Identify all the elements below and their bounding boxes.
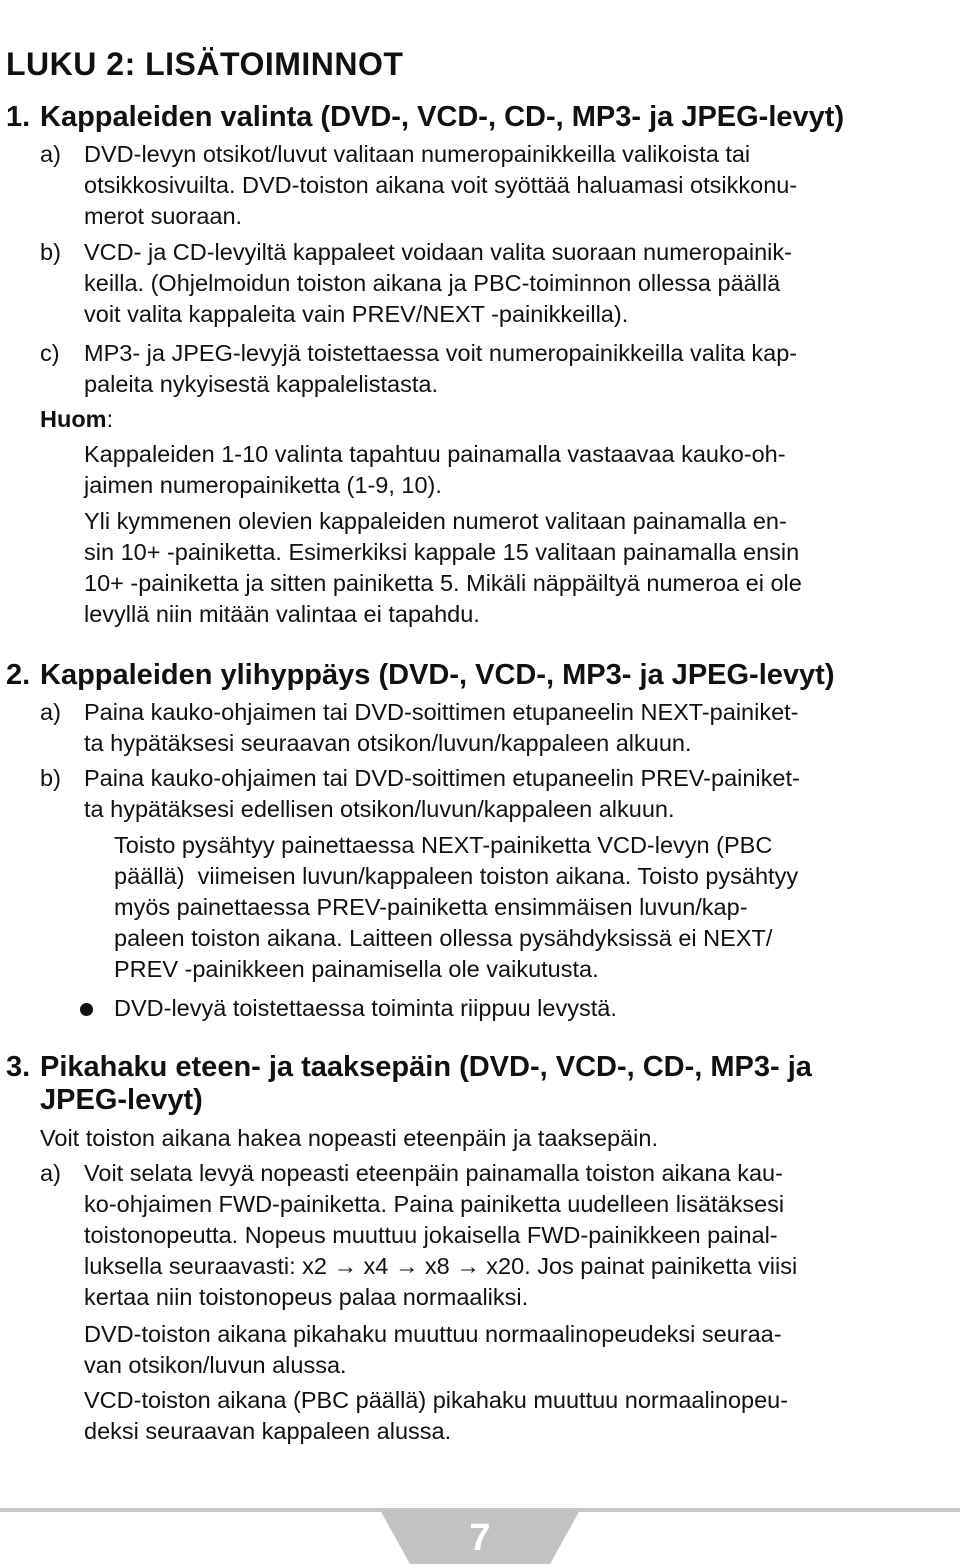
- title-line: JPEG-levyt): [40, 1084, 203, 1116]
- text-line: MP3- ja JPEG-levyjä toistettaessa voit numeropainikkeilla valita kap-: [84, 340, 798, 366]
- section-number: 2.: [6, 659, 31, 691]
- section-title: [40, 1051, 960, 1117]
- text-line: Kappaleiden 1-10 valinta tapahtuu painamalla vastaavaa kauko-oh-: [84, 441, 786, 467]
- note-paragraph: [84, 439, 960, 501]
- text-line: Paina kauko-ohjaimen tai DVD-soittimen etupaneelin PREV-painiket-: [84, 765, 800, 791]
- note-label-colon: :: [106, 406, 114, 432]
- note-paragraph: [84, 1385, 960, 1447]
- text-line: PREV -painikkeen painamisella ole vaikutusta.: [114, 956, 599, 982]
- item-label: a): [40, 1160, 61, 1186]
- text-line: merot suoraan.: [84, 203, 243, 229]
- title-line: Pikahaku eteen- ja taaksepäin (DVD-, VCD-, CD-, MP3- ja: [40, 1051, 812, 1083]
- section-title: Kappaleiden valinta (DVD-, VCD-, CD-, MP3- ja JPEG-levyt): [40, 101, 845, 133]
- text-line: Voit selata levyä nopeasti eteenpäin painamalla toiston aikana kau-: [84, 1160, 783, 1186]
- section-number: 3.: [6, 1051, 31, 1083]
- intro-paragraph: Voit toiston aikana hakea nopeasti eteenpäin ja taaksepäin.: [40, 1125, 658, 1151]
- text-line: DVD-toiston aikana pikahaku muuttuu normaalinopeudeksi seuraa-: [84, 1321, 782, 1347]
- text-line: deksi seuraavan kappaleen alussa.: [84, 1418, 452, 1444]
- item-text: [84, 763, 960, 825]
- note-label-text: Huom: [40, 406, 107, 432]
- text-line: DVD-levyn otsikot/luvut valitaan numeropainikkeilla valikoista tai: [84, 141, 751, 167]
- text-line: kertaa niin toistonopeus palaa normaaliksi.: [84, 1284, 529, 1310]
- note-label: [40, 404, 113, 435]
- text-line: Paina kauko-ohjaimen tai DVD-soittimen etupaneelin NEXT-painiket-: [84, 699, 799, 725]
- text-line: paleen toiston aikana. Laitteen ollessa pysähdyksissä ei NEXT/: [114, 925, 773, 951]
- text-line: luksella seuraavasti: x2 → x4 → x8 → x20. Jos painat painiketta viisi: [84, 1253, 798, 1279]
- page-number-tab: [380, 1510, 580, 1564]
- text-line: 10+ -painiketta ja sitten painiketta 5. Mikäli näppäiltyä numeroa ei ole: [84, 570, 802, 596]
- item-text: [84, 338, 960, 400]
- item-text: [84, 237, 960, 330]
- bullet-dot-icon: [80, 1003, 93, 1016]
- text-line: ta hypätäksesi edellisen otsikon/luvun/kappaleen alkuun.: [84, 796, 675, 822]
- text-line: päällä) viimeisen luvun/kappaleen toiston aikana. Toisto pysähtyy: [114, 863, 799, 889]
- text-line: jaimen numeropainiketta (1-9, 10).: [84, 472, 442, 498]
- text-line: sin 10+ -painiketta. Esimerkiksi kappale 15 valitaan painamalla ensin: [84, 539, 800, 565]
- text-line: VCD- ja CD-levyiltä kappaleet voidaan valita suoraan numeropainik-: [84, 239, 792, 265]
- text-line: myös painettaessa PREV-painiketta ensimmäisen luvun/kap-: [114, 894, 748, 920]
- item-label: b): [40, 765, 61, 791]
- text-line: van otsikon/luvun alussa.: [84, 1352, 347, 1378]
- item-label: a): [40, 699, 61, 725]
- item-text: [84, 1158, 960, 1313]
- text-line: voit valita kappaleita vain PREV/NEXT -painikkeilla).: [84, 301, 629, 327]
- text-line: ta hypätäksesi seuraavan otsikon/luvun/kappaleen alkuun.: [84, 730, 692, 756]
- section-number: 1.: [6, 101, 31, 133]
- item-label: c): [40, 340, 60, 366]
- bullet-text: DVD-levyä toistettaessa toiminta riippuu levystä.: [114, 995, 617, 1021]
- page-number: 7: [469, 1517, 491, 1559]
- item-text: [84, 697, 960, 759]
- note-paragraph: [84, 506, 960, 630]
- text-line: keilla. (Ohjelmoidun toiston aikana ja PBC-toiminnon ollessa päällä: [84, 270, 781, 296]
- info-paragraph: [114, 830, 954, 985]
- text-line: Yli kymmenen olevien kappaleiden numerot valitaan painamalla en-: [84, 508, 787, 534]
- text-line: ko-ohjaimen FWD-painiketta. Paina painiketta uudelleen lisätäksesi: [84, 1191, 785, 1217]
- text-line: Toisto pysähtyy painettaessa NEXT-painiketta VCD-levyn (PBC: [114, 832, 773, 858]
- text-line: VCD-toiston aikana (PBC päällä) pikahaku muuttuu normaalinopeu-: [84, 1387, 789, 1413]
- text-line: paleita nykyisestä kappalelistasta.: [84, 371, 439, 397]
- item-label: a): [40, 141, 61, 167]
- item-text: [84, 139, 960, 232]
- text-line: toistonopeutta. Nopeus muuttuu jokaisella FWD-painikkeen painal-: [84, 1222, 778, 1248]
- item-label: b): [40, 239, 61, 265]
- section-title: Kappaleiden ylihyppäys (DVD-, VCD-, MP3- ja JPEG-levyt): [40, 659, 835, 691]
- note-paragraph: [84, 1319, 960, 1381]
- chapter-title: LUKU 2: LISÄTOIMINNOT: [6, 46, 404, 82]
- text-line: otsikkosivuilta. DVD-toiston aikana voit syöttää haluamasi otsikkonu-: [84, 172, 798, 198]
- text-line: levyllä niin mitään valintaa ei tapahdu.: [84, 601, 480, 627]
